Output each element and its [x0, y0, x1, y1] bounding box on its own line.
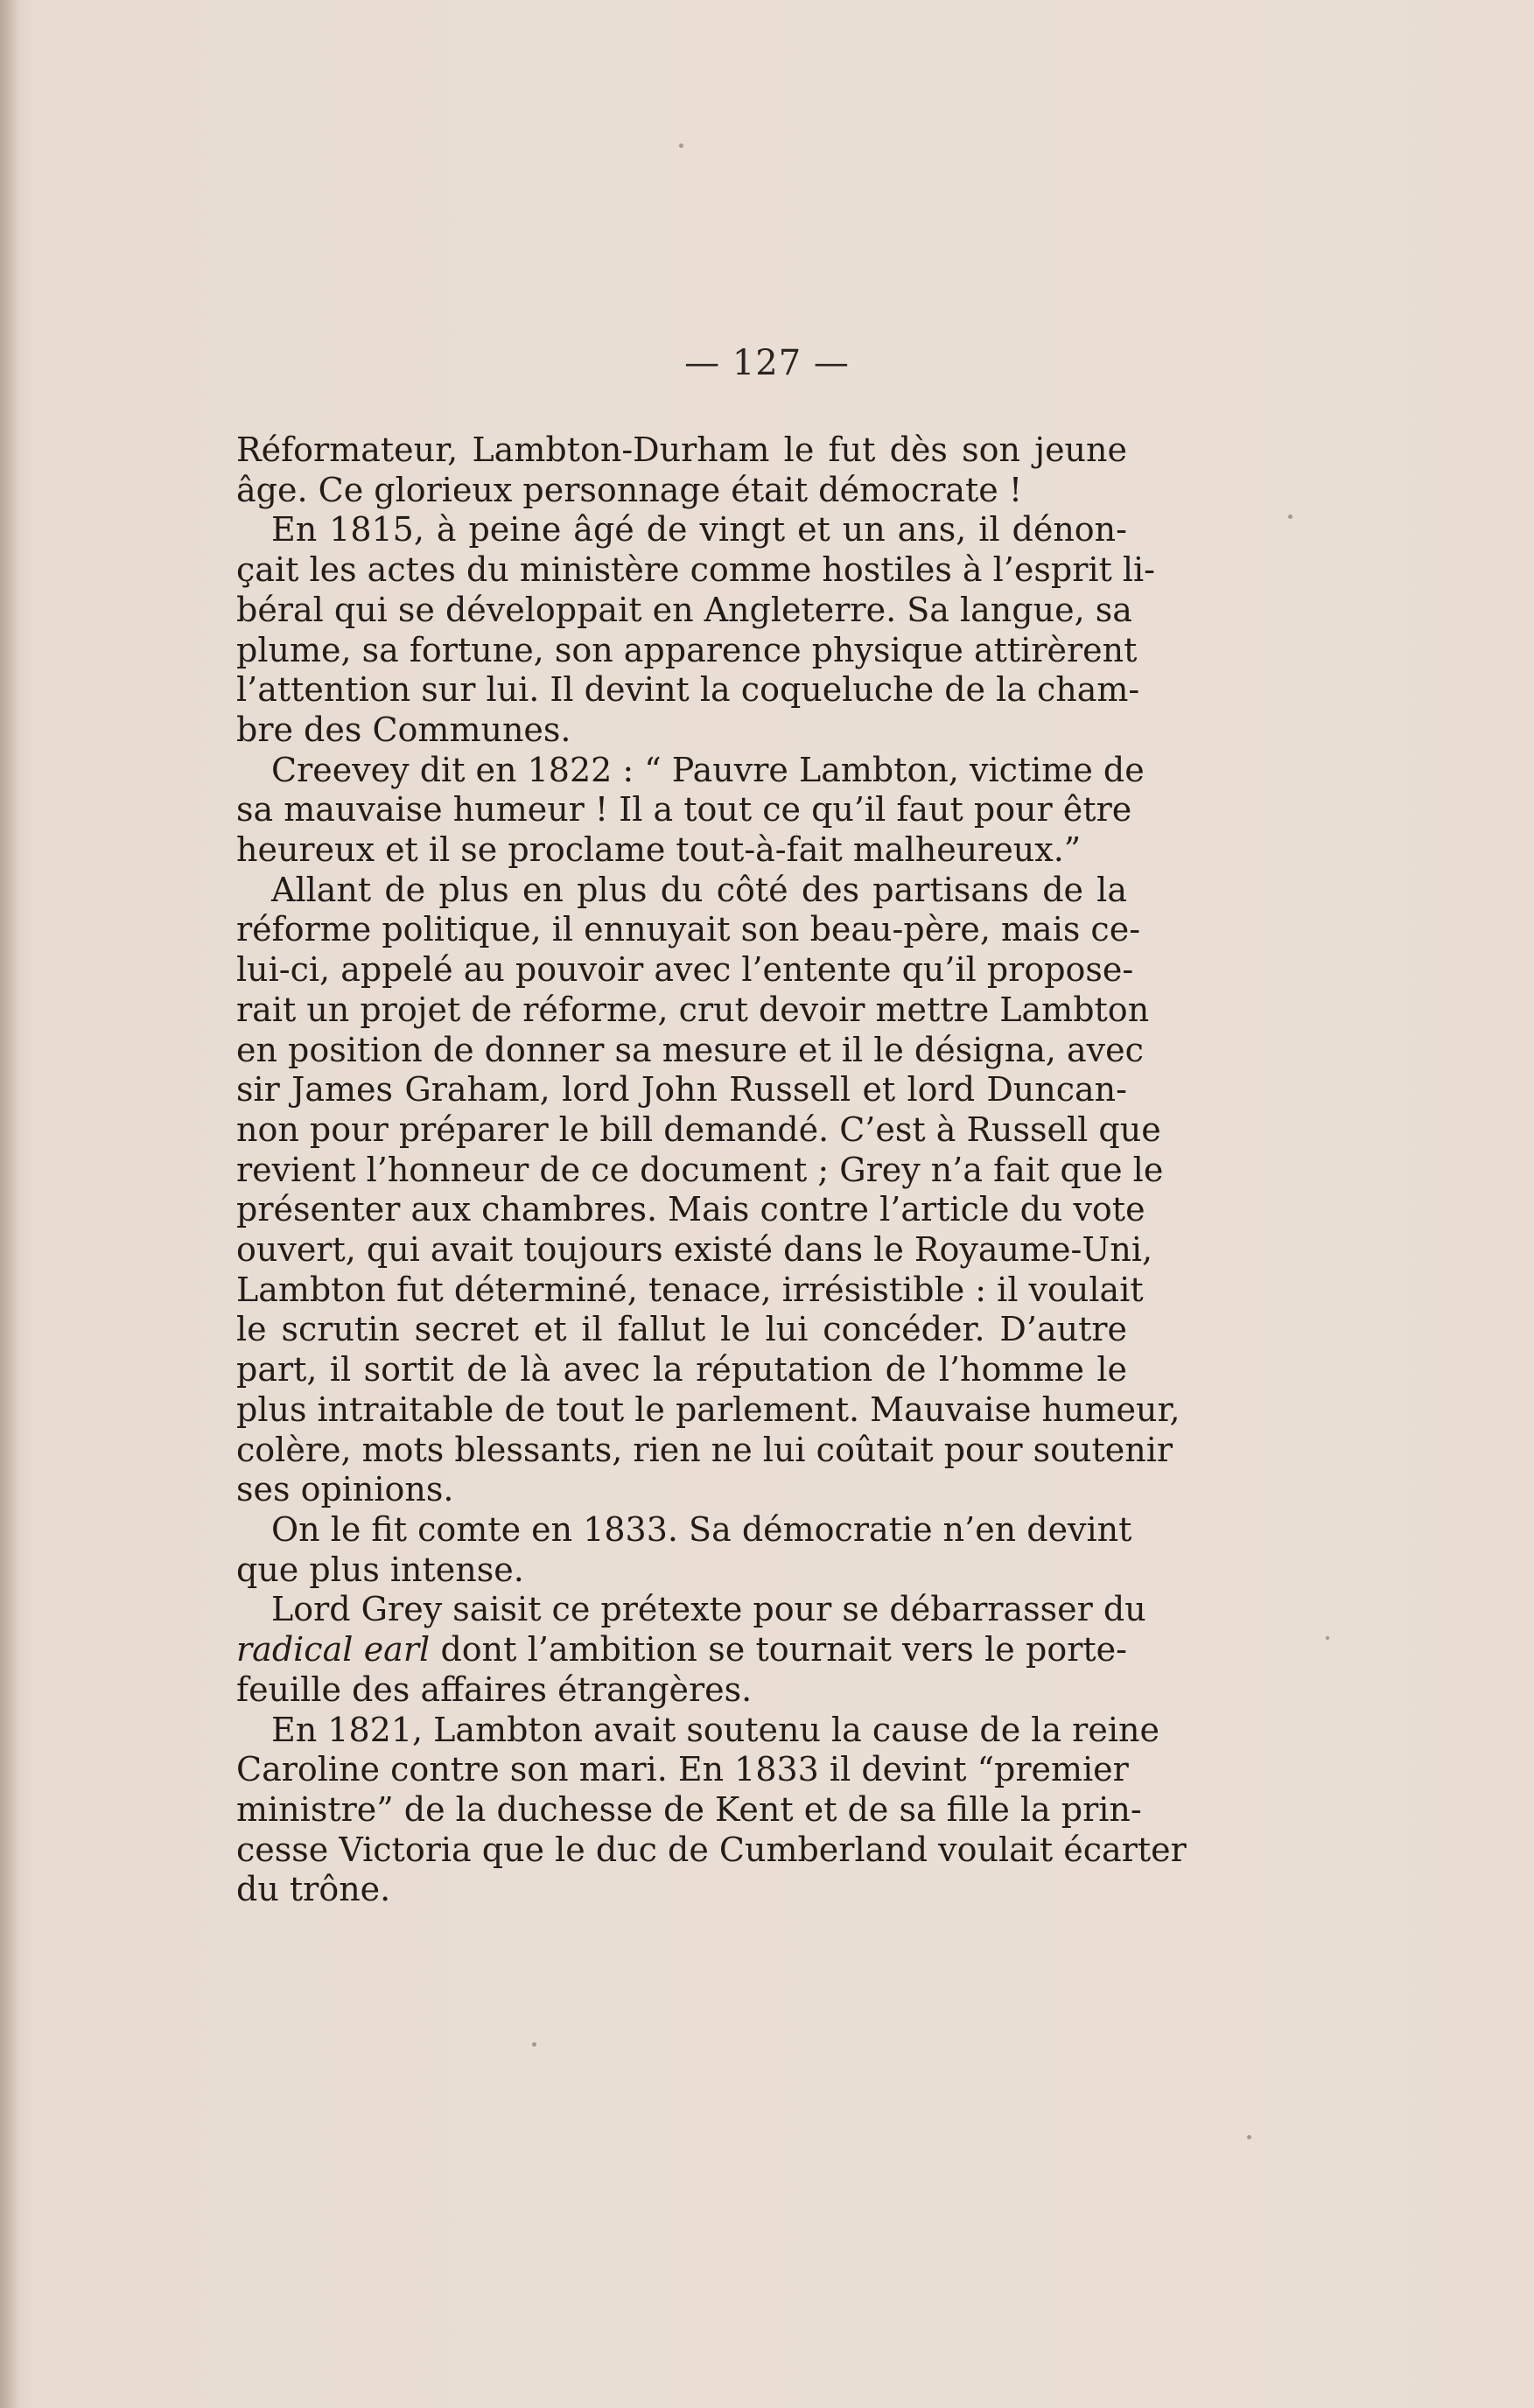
- text-line: Creevey dit en 1822 : “ Pauvre Lambton, victime de: [271, 750, 1145, 789]
- paper-speck: [532, 2042, 536, 2047]
- text-line: En 1815, à peine âgé de vingt et un ans, il dénon-: [271, 510, 1127, 550]
- paper-speck: [1326, 1636, 1329, 1640]
- text-line: sir James Graham, lord John Russell et lord Duncan-: [236, 1070, 1127, 1110]
- text-line: colère, mots blessants, rien ne lui coûtait pour soutenir: [236, 1430, 1173, 1469]
- italic-phrase: radical earl: [236, 1630, 431, 1670]
- text-line: l’attention sur lui. Il devint la coqueluche de la cham-: [236, 670, 1140, 710]
- text-line: revient l’honneur de ce document ; Grey n’a fait que le: [236, 1150, 1164, 1189]
- text-line: sa mauvaise humeur ! Il a tout ce qu’il faut pour être: [236, 790, 1132, 830]
- text-line: plus intraitable de tout le parlement. Mauvaise humeur,: [236, 1390, 1180, 1429]
- text-line: On le fit comte en 1833. Sa démocratie n’en devint: [271, 1509, 1132, 1549]
- text-line: âge. Ce glorieux personnage était démocrate !: [236, 470, 1023, 509]
- text-line: bre des Communes.: [236, 710, 571, 749]
- paper-speck: [679, 144, 683, 148]
- text-line: Allant de plus en plus du côté des partisans de la: [271, 870, 1127, 909]
- text-line: béral qui se développait en Angleterre. Sa langue, sa: [236, 590, 1132, 629]
- paper-speck: [1288, 514, 1292, 519]
- text-line: rait un projet de réforme, crut devoir mettre Lambton: [236, 990, 1150, 1029]
- text-line: ministre” de la duchesse de Kent et de sa fille la prin-: [236, 1789, 1142, 1829]
- body-text: [236, 430, 1187, 1910]
- text-line: çait les actes du ministère comme hostiles à l’esprit li-: [236, 550, 1156, 590]
- text-line: Lord Grey saisit ce prétexte pour se débarrasser du: [271, 1590, 1146, 1629]
- text-line: ouvert, qui avait toujours existé dans le Royaume-Uni,: [236, 1230, 1153, 1270]
- text-line: réforme politique, il ennuyait son beau-père, mais ce-: [236, 910, 1141, 949]
- text-line: que plus intense.: [236, 1550, 524, 1589]
- text-line: [236, 1630, 1127, 1670]
- text-line: Réformateur, Lambton-Durham le fut dès son jeune: [236, 430, 1127, 469]
- text-line: en position de donner sa mesure et il le désigna, avec: [236, 1030, 1144, 1069]
- text-line: heureux et il se proclame tout-à-fait malheureux.”: [236, 830, 1082, 870]
- text-line: En 1821, Lambton avait soutenu la cause de la reine: [271, 1710, 1159, 1749]
- text-line: le scrutin secret et il fallut le lui concéder. D’autre: [236, 1310, 1127, 1349]
- paper-speck: [1247, 2135, 1251, 2139]
- text-line: non pour préparer le bill demandé. C’est à Russell que: [236, 1110, 1161, 1149]
- text-line: ses opinions.: [236, 1470, 454, 1509]
- text-line: présenter aux chambres. Mais contre l’article du vote: [236, 1190, 1145, 1229]
- text-line: lui-ci, appelé au pouvoir avec l’entente qu’il propose-: [236, 950, 1134, 990]
- text-line: du trône.: [236, 1870, 391, 1909]
- text-line: Lambton fut déterminé, tenace, irrésistible : il voulait: [236, 1270, 1144, 1309]
- text-line: Caroline contre son mari. En 1833 il devint “premier: [236, 1750, 1129, 1789]
- text-run: dont l’ambition se tournait vers le porte-: [430, 1630, 1127, 1670]
- page-number: — 127 —: [684, 343, 850, 383]
- text-line: feuille des affaires étrangères.: [236, 1670, 753, 1709]
- text-line: part, il sortit de là avec la réputation de l’homme le: [236, 1350, 1127, 1390]
- text-line: plume, sa fortune, son apparence physique attirèrent: [236, 630, 1138, 669]
- text-line: cesse Victoria que le duc de Cumberland voulait écarter: [236, 1830, 1187, 1869]
